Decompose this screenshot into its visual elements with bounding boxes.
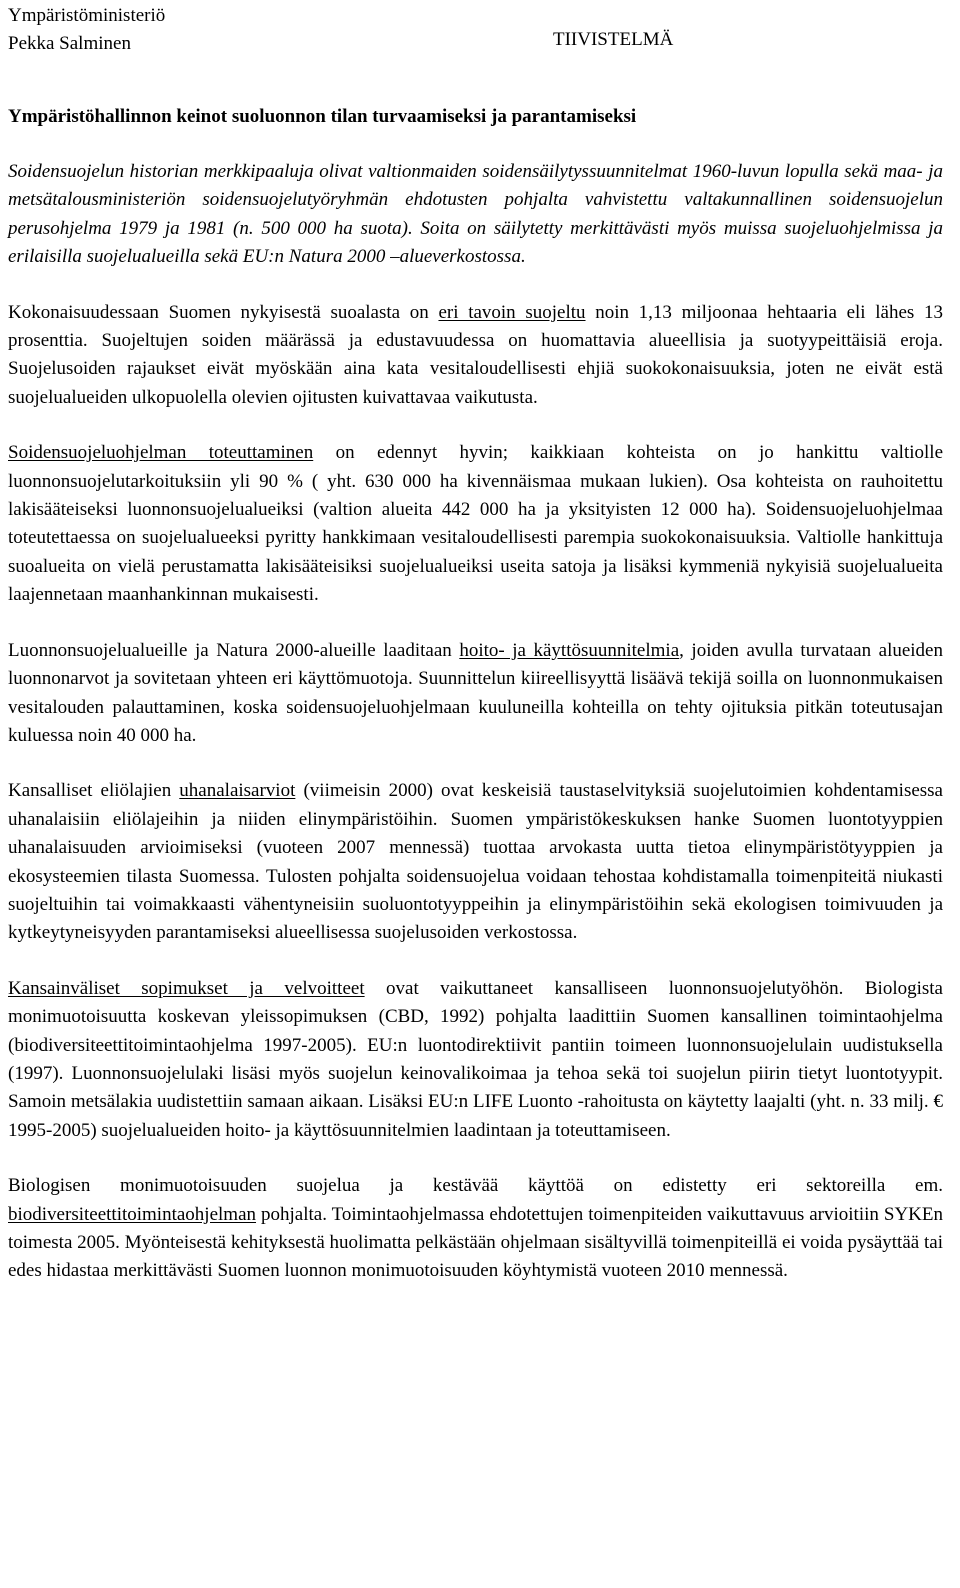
paragraph-programme-implementation [8, 439, 943, 609]
paragraph-intro-text: Soidensuojelun historian merkkipaaluja olivat valtionmaiden soidensäilytyssuunnitelmat 1960-luvun lopulla sekä maa- ja metsätalousministeriön soidensuojelutyöryhmän ehdotusten pohjalta vahvistettu valtakunnallinen soidensuojelun perusohjelma 1979 ja 1981 (n. 500 000 ha suota). Soita on säilytetty merkittävästi myös muissa suojeluohjelmissa ja erilaisilla suojelualueilla sekä EU:n Natura 2000 –alueverkostossa. [8, 161, 943, 268]
ministry-name: Ympäristöministeriö [8, 5, 166, 26]
paragraph-management-plans [8, 637, 943, 751]
paragraph-protected-area [8, 299, 943, 413]
paragraph-text: Biologisen monimuotoisuuden suojelua ja kestävää käyttöä on edistetty eri sektoreilla em. [8, 1175, 943, 1197]
paragraph-international-agreements [8, 975, 943, 1145]
document-body [8, 158, 943, 1313]
underlined-term: Kansainväliset sopimukset ja velvoitteet [8, 977, 365, 999]
underlined-term: hoito- ja käyttösuunnitelmia [459, 639, 680, 661]
paragraph-text: ovat vaikuttaneet kansalliseen luonnonsuojelutyöhön. Biologista monimuotoisuutta koskevan yleissopimuksen (CBD, 1992) pohjalta laadittiin Suomen kansallinen toimintaohjelma (biodiversiteettitoimintaohjelma 1997-2005). EU:n luontodirektiivit pantiin toimeen luonnonsuojelulain uudistuksella (1997). Luonnonsuojelulaki lisäsi myös suojelun keinovalikoimaa ja tehoa sekä toi suojelun piirin tietyt luontotyypit. Samoin metsälakia uudistettiin samaan aikaan. Lisäksi EU:n LIFE Luonto -rahoitusta on käytetty laajalti (yht. n. 33 milj. € 1995-2005) suojelualueiden hoito- ja käyttösuunnitelmien laadintaan ja toteuttamiseen. [8, 977, 943, 1141]
document-header [8, 2, 165, 58]
paragraph-text: pohjalta. Toimintaohjelmassa ehdotettujen toimenpiteiden vaikuttavuus arvioitiin SYKEn toimesta 2005. Myönteisestä kehityksestä huolimatta pelkästään ohjelmaan sisältyvillä toimenpiteillä ei voida pysäyttää tai edes hidastaa merkittävästi Suomen luonnon monimuotoisuuden köyhtymistä vuoteen 2010 mennessä. [8, 1203, 943, 1282]
paragraph-biodiversity-programme [8, 1172, 943, 1286]
underlined-term: biodiversiteettitoimintaohjelman [8, 1203, 257, 1225]
underlined-term: eri tavoin suojeltu [438, 301, 586, 323]
paragraph-text: (viimeisin 2000) ovat keskeisiä taustaselvityksiä suojelutoimien kohdentamisessa uhanalaisiin eliölajeihin ja niiden elinympäristöihin. Suomen ympäristökeskuksen hanke Suomen luontotyyppien uhanalaisuuden arvioimiseksi (vuoteen 2007 mennessä) tuottaa arvokasta uutta tietoa elinympäristötyyppien ja ekosysteemien tilasta Suomessa. Tulosten pohjalta soidensuojelua voidaan tehostaa kohdistamalla toimenpiteitä niukasti suojeltuihin tai voimakkaasti vähentyneisiin suoluontotyyppeihin ja elinympäristöihin sekä ekologisen toimivuuden ja kytkeytyneisyyden parantamiseksi alueellisessa suojelusoiden verkostossa. [8, 780, 943, 944]
underlined-term: uhanalaisarviot [179, 780, 296, 802]
underlined-term: Soidensuojeluohjelman toteuttaminen [8, 442, 314, 464]
paragraph-text: noin 1,13 miljoonaa hehtaaria eli lähes 13 prosenttia. Suojeltujen soiden määrässä ja edustavuudessa on huomattavia alueellisia ja suotyypeittäisiä eroja. Suojelusoiden rajaukset eivät myöskään aina kata vesitaloudellisesti ehjiä suokokonaisuuksia, joten ne eivät estä suojelualueiden ulkopuolella olevien ojitusten kuivattavaa vaikutusta. [8, 301, 943, 408]
paragraph-text: , joiden avulla turvataan alueiden luonnonarvot ja sovitetaan yhteen eri käyttömuotoja. Suunnittelun kiireellisyyttä lisäävä tekijä soilla on luonnonmukaisen vesitalouden palauttaminen, koska soidensuojeluohjelmaan kuuluneilla kohteilla on tehty ojituksia pitkän toteutusajan kuluessa noin 40 000 ha. [8, 639, 943, 746]
author-name: Pekka Salminen [8, 33, 131, 54]
paragraph-text: Kansalliset eliölajien [8, 780, 180, 802]
document-title: Ympäristöhallinnon keinot suoluonnon tilan turvaamiseksi ja parantamiseksi [8, 106, 637, 127]
document-type-label: TIIVISTELMÄ [553, 29, 674, 50]
paragraph-text: on edennyt hyvin; kaikkiaan kohteista on jo hankittu valtiolle luonnonsuojelutarkoituksiin yli 90 % ( yht. 630 000 ha kivennäismaa mukaan lukien). Osa kohteista on rauhoitettu lakisääteiseksi luonnonsuojelualueiksi (valtion alueita 442 000 ha ja yksityisten 12 000 ha). Soidensuojeluohjelmaa toteutettaessa on suojelualueeksi pyritty hankkimaan vesitaloudellisesti parempia suokokonaisuuksia. Valtiolle hankittuja suoalueita on vielä perustamatta lakisääteisiksi suojelualueiksi useita satoja ja lisäksi kymmeniä nykyisiä suojelualueita laajennetaan maanhankinnan mukaisesti. [8, 442, 944, 606]
paragraph-red-list [8, 777, 943, 947]
paragraph-intro [8, 158, 943, 272]
paragraph-text: Kokonaisuudessaan Suomen nykyisestä suoalasta on [8, 301, 439, 323]
paragraph-text: Luonnonsuojelualueille ja Natura 2000-alueille laaditaan [8, 639, 460, 661]
